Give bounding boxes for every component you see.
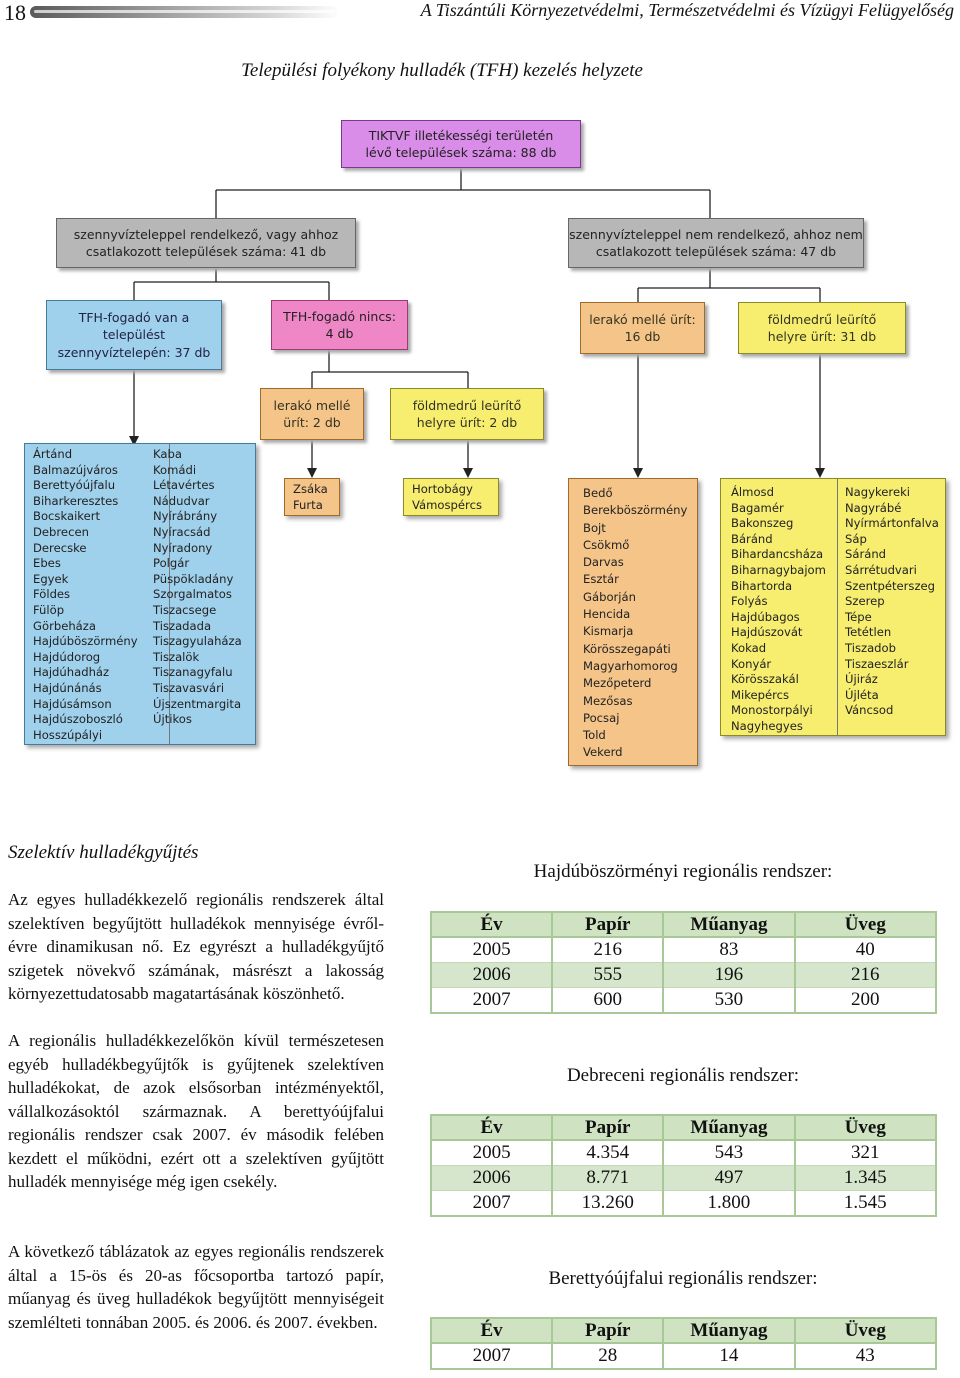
settlement-name: Tiszalök [153, 649, 200, 664]
tfh-yes-settlement-list [24, 443, 256, 745]
table-cell: 216 [795, 963, 936, 988]
section-heading: Szelektív hulladékgyűjtés [8, 842, 199, 863]
table-cell: 2005 [431, 1140, 552, 1166]
landfill-right-line-1: lerakó mellé ürít: [589, 311, 696, 327]
settlement-name: Pocsaj [583, 710, 620, 725]
settlement-name: Földes [33, 587, 71, 602]
list-divider [837, 479, 838, 735]
table-cell: 216 [552, 937, 663, 963]
earth-pit-left-list [412, 482, 482, 513]
table-cell: 2006 [431, 1166, 552, 1191]
settlement-name: Tiszaeszlár [845, 656, 909, 671]
landfill-right-settlement-list [568, 478, 698, 766]
settlement-name: Debrecen [33, 524, 89, 539]
table-row [431, 988, 936, 1014]
sewer-not-connected-line-2: csatlakozott települések száma: 47 db [595, 244, 837, 259]
settlement-name: Mezősas [583, 693, 633, 708]
earth-pit-left-line-1: földmedrű leürítő [412, 397, 522, 413]
settlement-name: Balmazújváros [33, 462, 118, 477]
settlement-name: Szorgalmatos [153, 587, 232, 602]
tfh-no-line-1: TFH-fogadó nincs: [283, 308, 396, 324]
root-line-2: lévő települések száma: 88 db [365, 145, 557, 160]
table-cell: 43 [795, 1343, 936, 1369]
table-cell: 600 [552, 988, 663, 1014]
column-header: Üveg [795, 1115, 936, 1140]
settlement-name: Nyírmártonfalva [845, 516, 939, 531]
settlement-name: Újléta [845, 687, 879, 702]
settlement-name: Hajdúszoboszló [33, 712, 123, 727]
table-cell: 321 [795, 1140, 936, 1166]
earth-pit-right-list-col-2 [845, 485, 939, 719]
paragraph-1: Az egyes hulladékkezelő regionális rendszerek által szelektíven begyűjtött hulladékok mennyisége évről-évre dinamikusan nő. Ez egyrészt a hulladékgyűjtő szigetek növekvő számának, másrészt a lakosság környezettudatosabb magatartásának köszönhető. [8, 890, 384, 1003]
settlement-name: Tiszadob [845, 640, 896, 655]
table-cell: 2007 [431, 1343, 552, 1369]
table-row [431, 963, 936, 988]
sewer-not-connected-line-1: szennyvízteleppel nem rendelkező, ahhoz nem [569, 226, 863, 242]
settlement-name: Nagykereki [845, 485, 911, 499]
table-row [431, 1140, 936, 1166]
settlement-name: Kaba [153, 447, 182, 461]
settlement-name: Püspökladány [153, 571, 234, 586]
table-berettyoujfalu [430, 1317, 937, 1370]
column-header: Év [431, 912, 552, 937]
settlement-name: Biharkeresztes [33, 493, 119, 508]
tfh-yes-line-1: TFH-fogadó van a [78, 309, 190, 325]
sewer-not-connected-box [568, 218, 864, 268]
running-title: A Tiszántúli Környezetvédelmi, Természetvédelmi és Vízügyi Felügyelőség [420, 0, 954, 20]
table-row [431, 1343, 936, 1369]
settlement-name: Újszentmargita [153, 696, 242, 711]
table-cell: 200 [795, 988, 936, 1014]
paragraph-3: A következő táblázatok az egyes regionális rendszerek által a 15-ös és 20-as főcsoportba tartozó papír, műanyag és üveg hulladékok begyűjtött mennyiségeit szemlélteti tonnában 2005. és 2006. és 2007. években. [8, 1242, 384, 1332]
table-cell: 13.260 [552, 1191, 663, 1217]
settlement-name: Körösszegapáti [583, 641, 671, 656]
settlement-name: Told [583, 728, 606, 743]
settlement-name: Nyíradony [153, 540, 213, 555]
table-cell: 1.800 [663, 1191, 794, 1217]
tfh-yes-list-col-2 [153, 447, 242, 728]
table-cell: 2005 [431, 937, 552, 963]
settlement-name: Hosszúpályi [33, 727, 103, 742]
table-cell: 543 [663, 1140, 794, 1166]
landfill-right-line-2: 16 db [624, 329, 661, 344]
paragraph-2: A regionális hulladékkezelőkön kívül természetesen egyéb hulladékbegyűjtők is gyűjtenek szelektíven hulladékokat, de azok elsősorban intézményektől, vállalkozásoktól származnak. A berettyóújfalui regionális rendszer csak 2007. év második felében kezdett el működni, ezért ott a szelektíven gyűjtött hulladék mennyisége még igen csekély. [8, 1031, 384, 1191]
settlement-name: Konyár [731, 656, 772, 671]
settlement-name: Kokad [731, 640, 767, 655]
earth-pit-left-line-2: helyre ürít: 2 db [416, 415, 518, 430]
column-header: Év [431, 1318, 552, 1343]
settlement-name: Furta [293, 497, 323, 512]
settlement-name: Zsáka [293, 482, 328, 496]
settlement-name: Hajdúdorog [33, 649, 101, 664]
table-cell: 2006 [431, 963, 552, 988]
settlement-name: Hortobágy [412, 482, 473, 496]
tfh-yes-line-3: szennyvíztelepén: 37 db [57, 344, 211, 360]
sewer-connected-box [56, 218, 356, 268]
settlement-name: Vámospércs [412, 497, 482, 512]
table-cell: 1.545 [795, 1191, 936, 1217]
page-number: 18 [4, 0, 26, 25]
landfill-left-box [260, 388, 364, 440]
table-cell: 4.354 [552, 1140, 663, 1166]
table-3-title: Berettyóújfalui regionális rendszer: [548, 1268, 818, 1289]
column-header: Műanyag [663, 912, 794, 937]
column-header: Papír [552, 912, 663, 937]
table-debrecen [430, 1114, 937, 1217]
settlement-name: Létavértes [153, 478, 215, 493]
earth-pit-right-list-col-1 [731, 485, 826, 735]
settlement-name: Álmosd [731, 485, 774, 499]
settlement-name: Váncsod [845, 703, 894, 718]
settlement-name: Nyíracsád [153, 524, 211, 539]
settlement-name: Hajdúsámson [33, 696, 112, 711]
settlement-name: Tiszacsege [153, 602, 217, 617]
settlement-name: Tiszagyulaháza [153, 634, 242, 649]
settlement-name: Berekböszörmény [583, 503, 688, 518]
column-header: Papír [552, 1115, 663, 1140]
column-header: Műanyag [663, 1318, 794, 1343]
table-cell: 8.771 [552, 1166, 663, 1191]
landfill-left-settlement-list [284, 478, 340, 516]
settlement-name: Hajdúböszörmény [33, 634, 138, 649]
table-header-row [431, 1318, 936, 1343]
settlement-name: Bihartorda [731, 578, 793, 593]
table-1-title: Hajdúböszörményi regionális rendszer: [533, 861, 833, 882]
settlement-name: Görbeháza [33, 618, 96, 633]
settlement-name: Sárrétudvari [845, 562, 917, 577]
settlement-name: Szerep [845, 594, 885, 609]
settlement-name: Komádi [153, 462, 197, 477]
settlement-name: Hajdúnánás [33, 680, 102, 695]
settlement-name: Folyás [731, 594, 768, 609]
settlement-name: Tiszadada [153, 618, 212, 633]
settlement-name: Darvas [583, 555, 624, 570]
settlement-name: Monostorpályi [731, 703, 813, 718]
table-hajduboszormeny [430, 911, 937, 1014]
settlement-name: Gáborján [583, 589, 636, 604]
table-cell: 196 [663, 963, 794, 988]
table-cell: 14 [663, 1343, 794, 1369]
column-header: Üveg [795, 912, 936, 937]
settlement-name: Biharnagybajom [731, 562, 826, 577]
settlement-name: Derecske [33, 540, 87, 555]
settlement-name: Hajdúszovát [731, 625, 803, 640]
settlement-name: Nádudvar [153, 493, 210, 508]
earth-pit-left-box [390, 388, 544, 440]
settlement-name: Magyarhomorog [583, 658, 678, 673]
table-cell: 497 [663, 1166, 794, 1191]
settlement-name: Bocskaikert [33, 509, 101, 524]
landfill-left-list [293, 482, 328, 513]
settlement-name: Mezőpeterd [583, 676, 652, 691]
table-cell: 530 [663, 988, 794, 1014]
page-title: Települési folyékony hulladék (TFH) kezelés helyzete [241, 60, 643, 81]
table-cell: 83 [663, 937, 794, 963]
settlement-name: Szentpéterszeg [845, 578, 936, 593]
table-header-row [431, 1115, 936, 1140]
earth-pit-right-line-2: helyre ürít: 31 db [767, 329, 877, 344]
table-cell: 2007 [431, 988, 552, 1014]
settlement-name: Mikepércs [731, 687, 790, 702]
settlement-name: Tiszanagyfalu [153, 665, 233, 680]
table-row [431, 937, 936, 963]
settlement-name: Hajdúhadház [33, 665, 110, 680]
table-cell: 1.345 [795, 1166, 936, 1191]
settlement-name: Kismarja [583, 624, 634, 639]
earth-pit-right-line-1: földmedrű leürítő [767, 311, 877, 327]
settlement-name: Nagyhegyes [731, 718, 803, 733]
earth-pit-right-box [738, 302, 906, 354]
settlement-name: Berettyóújfalu [33, 478, 116, 493]
settlement-name: Hencida [583, 607, 631, 622]
table-cell: 2007 [431, 1191, 552, 1217]
settlement-name: Sáp [845, 531, 867, 546]
tfh-yes-line-2: települést [102, 327, 166, 343]
column-header: Papír [552, 1318, 663, 1343]
settlement-name: Ebes [33, 556, 61, 571]
settlement-name: Körösszakál [731, 672, 799, 687]
earth-pit-left-settlement-list [403, 478, 499, 516]
sewer-connected-line-1: szennyvízteleppel rendelkező, vagy ahhoz [73, 226, 339, 242]
landfill-left-line-2: ürít: 2 db [283, 415, 341, 430]
settlement-name: Csökmő [583, 537, 630, 552]
settlement-name: Bakonszeg [731, 516, 794, 531]
settlement-name: Vekerd [583, 745, 623, 760]
settlement-name: Sáránd [845, 547, 887, 562]
settlement-name: Ártánd [33, 447, 73, 461]
root-box [341, 120, 581, 168]
settlement-name: Bagamér [731, 500, 784, 515]
column-header: Műanyag [663, 1115, 794, 1140]
settlement-name: Nagyrábé [845, 500, 902, 515]
tfh-no-line-2: 4 db [325, 326, 354, 341]
landfill-left-line-1: lerakó mellé [273, 397, 351, 413]
settlement-name: Egyek [33, 571, 69, 586]
table-cell: 28 [552, 1343, 663, 1369]
settlement-name: Újiráz [845, 672, 878, 687]
settlement-name: Tetétlen [845, 625, 892, 640]
table-2-title: Debreceni regionális rendszer: [566, 1065, 800, 1086]
settlement-name: Hajdúbagos [731, 609, 800, 624]
column-header: Üveg [795, 1318, 936, 1343]
sewer-connected-line-2: csatlakozott települések száma: 41 db [85, 244, 327, 259]
settlement-name: Tépe [845, 609, 872, 624]
settlement-name: Tiszavasvári [153, 680, 225, 695]
settlement-name: Polgár [153, 556, 190, 571]
settlement-name: Bojt [583, 520, 606, 535]
tfh-receiver-yes-box [46, 300, 222, 370]
settlement-name: Fülöp [33, 602, 65, 617]
settlement-name: Báránd [731, 531, 773, 546]
tfh-receiver-no-box [271, 300, 408, 350]
settlement-name: Bedő [583, 486, 613, 500]
root-line-1: TIKTVF illetékességi területén [368, 127, 554, 143]
landfill-right-box [580, 302, 705, 354]
table-cell: 555 [552, 963, 663, 988]
settlement-name: Újtikos [153, 712, 192, 727]
tfh-yes-list-col-1 [33, 447, 138, 743]
settlement-name: Bihardancsháza [731, 547, 824, 562]
table-cell: 40 [795, 937, 936, 963]
table-header-row [431, 912, 936, 937]
table-row [431, 1191, 936, 1217]
table-row [431, 1166, 936, 1191]
earth-pit-right-settlement-list [720, 478, 946, 736]
column-header: Év [431, 1115, 552, 1140]
settlement-name: Esztár [583, 572, 619, 587]
settlement-name: Nyírábrány [153, 509, 218, 524]
landfill-right-list [583, 485, 687, 762]
